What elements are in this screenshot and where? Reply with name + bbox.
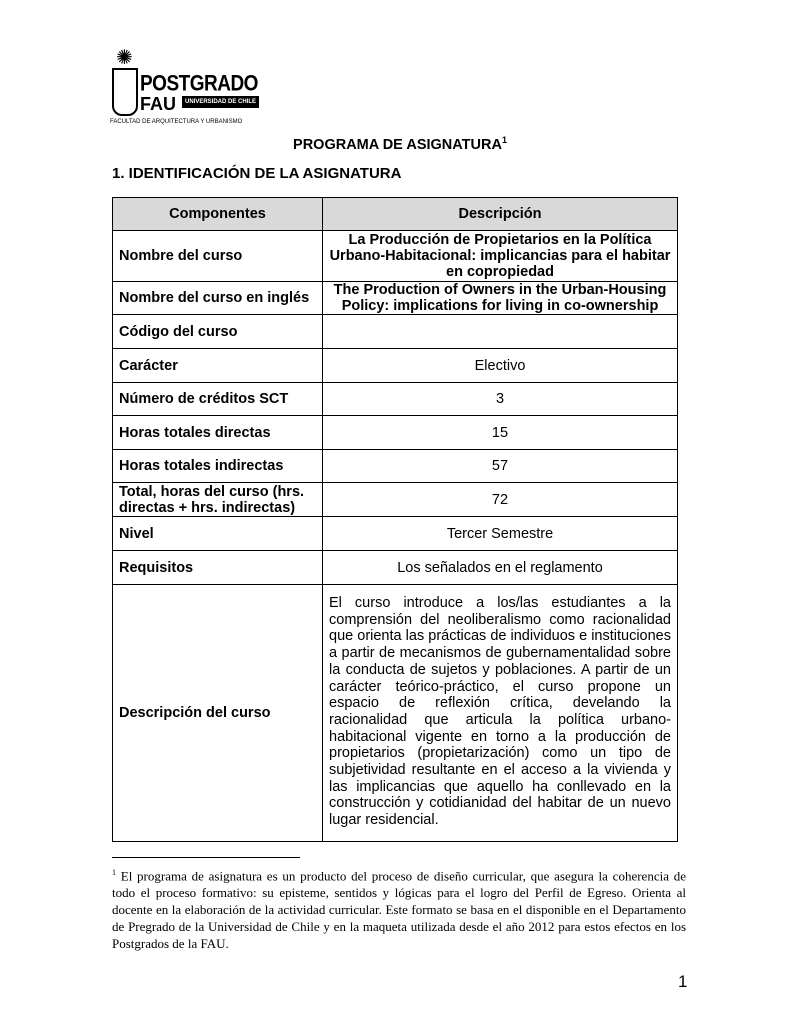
footnote-mark: 1 [112,868,116,877]
table-row [113,483,678,517]
shield-emblem-icon [112,68,138,116]
row-label: Horas totales directas [113,416,323,450]
row-label: Nivel [113,517,323,551]
table-row [113,282,678,315]
logo-postgrado: POSTGRADO [140,72,258,97]
row-label: Número de créditos SCT [113,383,323,416]
row-value: 3 [323,383,678,416]
row-label: Horas totales indirectas [113,450,323,483]
sun-emblem-icon: ✺ [116,47,133,69]
row-value: Electivo [323,349,678,383]
row-value: Los señalados en el reglamento [323,551,678,585]
row-value: 72 [323,483,678,517]
table-row [113,450,678,483]
row-label: Código del curso [113,315,323,349]
postgrado-fau-logo [108,46,258,126]
row-label: Nombre del curso [113,231,323,282]
title-text: PROGRAMA DE ASIGNATURA [293,136,502,153]
row-value: Tercer Semestre [323,517,678,551]
row-label: Requisitos [113,551,323,585]
row-value: 57 [323,450,678,483]
table-row [113,231,678,282]
section-heading: 1. IDENTIFICACIÓN DE LA ASIGNATURA [112,165,402,182]
table-row [113,349,678,383]
table-row [113,585,678,842]
logo-fau: FAU [140,94,176,114]
page-title [0,135,800,153]
footnote-divider [112,857,300,858]
row-label: Carácter [113,349,323,383]
logo-subtitle: FACULTAD DE ARQUITECTURA Y URBANISMO [110,119,243,125]
table-row [113,517,678,551]
row-label: Descripción del curso [113,585,323,842]
row-value: La Producción de Propietarios en la Política Urbano-Habitacional: implicancias para el habitar en copropiedad [323,231,678,282]
table-header-row [113,198,678,231]
table-row [113,551,678,585]
row-value: The Production of Owners in the Urban-Housing Policy: implications for living in co-ownership [323,282,678,315]
page-number: 1 [678,972,688,991]
row-value [323,315,678,349]
header-componentes: Componentes [113,198,323,231]
table-row [113,416,678,450]
footnote [112,864,686,952]
row-value: 15 [323,416,678,450]
course-identification-table [112,197,678,842]
footnote-ref: 1 [501,135,507,145]
header-descripcion: Descripción [323,198,678,231]
table-row [113,315,678,349]
row-label: Nombre del curso en inglés [113,282,323,315]
row-label: Total, horas del curso (hrs. directas + hrs. indirectas) [113,483,323,517]
footnote-text: El programa de asignatura es un producto del proceso de diseño curricular, que asegura la coherencia de todo el proceso formativo: su episteme, sentidos y lógicas para el logro del Perfil de Egreso. Orienta al docente en la elaboración de la actividad curricular. Este formato se basa en el disponible en el Departamento de Pregrado de la Universidad de Chile y en la maqueta utilizada desde el año 2012 para estos efectos en los Postgrados de la FAU. [112,868,686,952]
course-description: El curso introduce a los/las estudiantes a la comprensión del neoliberalismo como racionalidad que orienta las prácticas de individuos e instituciones a partir de mecanismos de gubernamentalidad sobre la conducta de sujetos y poblaciones. A partir de un carácter teórico-práctico, el curso propone un espacio de reflexión crítica, develando la racionalidad que articula la política urbano-habitacional vigente en torno a la producción de propietarios (propietarización) como un tipo de subjetividad resultante en el acceso a la vivienda y las implicancias que aquello ha conllevado en la construcción y cotidianidad del habitar de un nuevo lugar residencial. [323,585,678,842]
table-row [113,383,678,416]
logo-badge: UNIVERSIDAD DE CHILE [182,96,259,108]
